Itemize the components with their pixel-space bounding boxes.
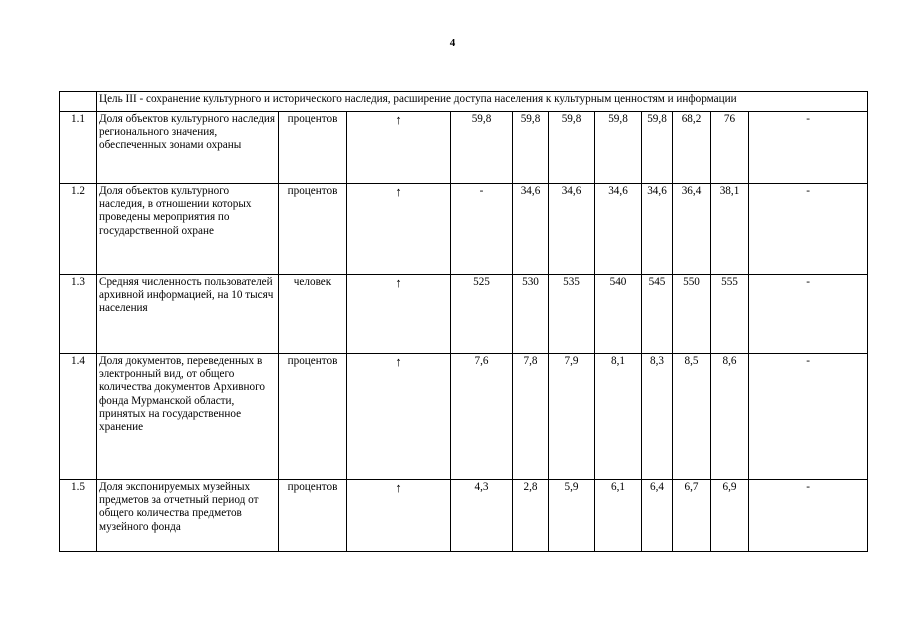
row-number: 1.4	[60, 354, 97, 480]
value-cell: 34,6	[642, 184, 673, 275]
value-cell: 4,3	[451, 480, 513, 552]
value-cell: 540	[595, 275, 642, 354]
value-cell: 38,1	[711, 184, 749, 275]
note-cell: -	[749, 354, 868, 480]
note-cell: -	[749, 480, 868, 552]
value-cell: 8,1	[595, 354, 642, 480]
indicator-name: Средняя численность пользователей архивной информацией, на 10 тысяч населения	[97, 275, 279, 354]
indicator-name: Доля документов, переведенных в электронный вид, от общего количества документов Архивного фонда Мурманской области, принятых на государственное хранение	[97, 354, 279, 480]
value-cell: 34,6	[549, 184, 595, 275]
unit-cell: человек	[279, 275, 347, 354]
value-cell: 7,8	[513, 354, 549, 480]
row-number: 1.1	[60, 112, 97, 184]
value-cell: 6,1	[595, 480, 642, 552]
value-cell: 525	[451, 275, 513, 354]
table-row	[60, 275, 868, 354]
value-cell: 545	[642, 275, 673, 354]
value-cell: 59,8	[595, 112, 642, 184]
note-cell: -	[749, 112, 868, 184]
value-cell: 530	[513, 275, 549, 354]
value-cell: 76	[711, 112, 749, 184]
value-cell: 59,8	[513, 112, 549, 184]
trend-arrow-icon: ↑	[347, 354, 451, 480]
value-cell: 2,8	[513, 480, 549, 552]
value-cell: 6,7	[673, 480, 711, 552]
value-cell: 36,4	[673, 184, 711, 275]
goal-text: Цель III - сохранение культурного и исторического наследия, расширение доступа населения к культурным ценностям и информации	[97, 92, 868, 112]
trend-arrow-icon: ↑	[347, 275, 451, 354]
note-cell: -	[749, 184, 868, 275]
goal-num-cell	[60, 92, 97, 112]
unit-cell: процентов	[279, 112, 347, 184]
value-cell: 550	[673, 275, 711, 354]
indicator-name: Доля объектов культурного наследия, в отношении которых проведены мероприятия по государственной охране	[97, 184, 279, 275]
value-cell: 535	[549, 275, 595, 354]
row-number: 1.3	[60, 275, 97, 354]
indicators-table	[59, 91, 868, 552]
trend-arrow-icon: ↑	[347, 480, 451, 552]
table-row	[60, 354, 868, 480]
value-cell: 34,6	[595, 184, 642, 275]
trend-arrow-icon: ↑	[347, 184, 451, 275]
row-number: 1.5	[60, 480, 97, 552]
value-cell: 8,3	[642, 354, 673, 480]
goal-row	[60, 92, 868, 112]
value-cell: 59,8	[642, 112, 673, 184]
value-cell: 6,4	[642, 480, 673, 552]
row-number: 1.2	[60, 184, 97, 275]
value-cell: 8,5	[673, 354, 711, 480]
value-cell: 6,9	[711, 480, 749, 552]
value-cell: 5,9	[549, 480, 595, 552]
unit-cell: процентов	[279, 184, 347, 275]
unit-cell: процентов	[279, 354, 347, 480]
page-number: 4	[449, 37, 456, 49]
table-body	[60, 92, 868, 552]
value-cell: 59,8	[451, 112, 513, 184]
value-cell: 7,6	[451, 354, 513, 480]
table-row	[60, 480, 868, 552]
value-cell: -	[451, 184, 513, 275]
note-cell: -	[749, 275, 868, 354]
value-cell: 555	[711, 275, 749, 354]
value-cell: 7,9	[549, 354, 595, 480]
indicator-name: Доля объектов культурного наследия регионального значения, обеспеченных зонами охраны	[97, 112, 279, 184]
value-cell: 68,2	[673, 112, 711, 184]
indicator-name: Доля экспонируемых музейных предметов за отчетный период от общего количества предметов музейного фонда	[97, 480, 279, 552]
table-row	[60, 112, 868, 184]
value-cell: 59,8	[549, 112, 595, 184]
table-row	[60, 184, 868, 275]
value-cell: 34,6	[513, 184, 549, 275]
value-cell: 8,6	[711, 354, 749, 480]
unit-cell: процентов	[279, 480, 347, 552]
trend-arrow-icon: ↑	[347, 112, 451, 184]
